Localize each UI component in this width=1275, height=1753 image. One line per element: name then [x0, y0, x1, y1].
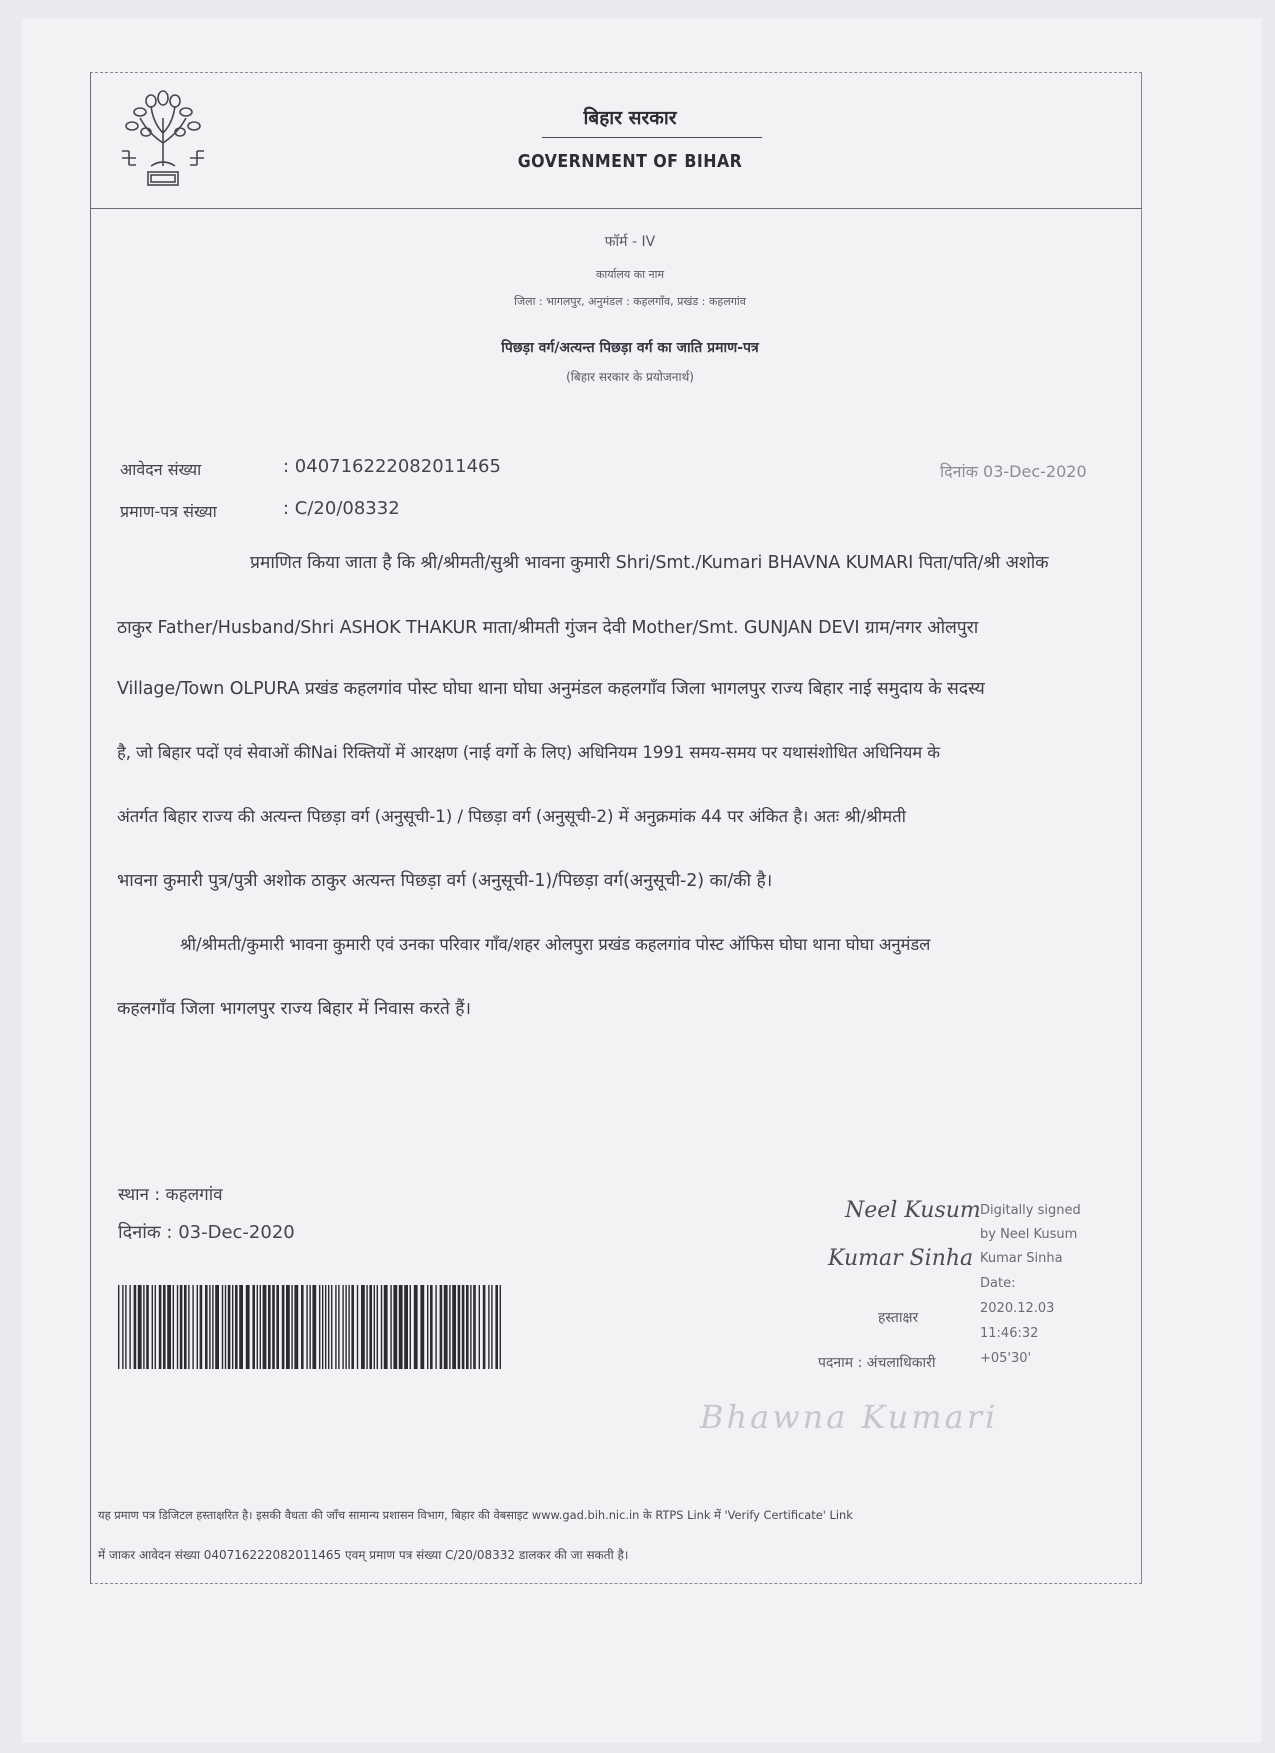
barcode-bar [125, 1285, 126, 1369]
district-line: जिला : भागलपुर, अनुमंडल : कहलगाँव, प्रखंड : कहलगांव [514, 295, 746, 308]
body-line-7: श्री/श्रीमती/कुमारी भावना कुमारी एवं उनका परिवार गाँव/शहर ओलपुरा प्रखंड कहलगांव पोस्ट ऑफिस घोघा थाना घोघा अनुमंडल [180, 935, 931, 954]
digital-sign-text-2: by Neel Kusum [980, 1227, 1078, 1242]
barcode-bar [325, 1285, 326, 1369]
barcode-bar [286, 1285, 290, 1369]
body-line-8: कहलगाँव जिला भागलपुर राज्य बिहार में निवास करते हैं। [117, 999, 471, 1019]
application-number-label: आवेदन संख्या [120, 460, 202, 479]
signature-label: हस्ताक्षर [878, 1310, 919, 1326]
barcode-bar [345, 1285, 346, 1369]
body-line-1: प्रमाणित किया जाता है कि श्री/श्रीमती/सुश्री भावना कुमारी Shri/Smt./Kumari BHAVNA KUMARI पिता/पति/श्री अशोक [250, 553, 1049, 573]
body-line-6: भावना कुमारी पुत्र/पुत्री अशोक ठाकुर अत्यन्त पिछड़ा वर्ग (अनुसूची-1)/पिछड़ा वर्ग(अनुसूची-2) का/की है। [117, 871, 773, 891]
barcode-bar [319, 1285, 320, 1369]
barcode-bar [301, 1285, 304, 1369]
barcode-bar [470, 1285, 471, 1369]
barcode-bar [309, 1285, 310, 1369]
barcode-bar [404, 1285, 408, 1369]
digital-sign-text-1: Digitally signed [980, 1203, 1081, 1218]
body-line-5: अंतर्गत बिहार राज्य की अत्यन्त पिछड़ा वर्ग (अनुसूची-1) / पिछड़ा वर्ग (अनुसूची-2) में अनुक्रमांक 44 पर अंकित है। अतः श्री/श्रीमती [117, 806, 906, 826]
barcode-bar [118, 1285, 119, 1369]
barcode-bar [232, 1285, 233, 1369]
barcode-bar [444, 1285, 448, 1369]
barcode [118, 1285, 504, 1369]
barcode-bar [122, 1285, 123, 1369]
barcode-bar [420, 1285, 424, 1369]
barcode-bar [357, 1285, 358, 1369]
barcode-bar [197, 1285, 198, 1369]
barcode-bar [483, 1285, 486, 1369]
barcode-bar [331, 1285, 332, 1369]
digital-sign-text-6: 11:46:32 [980, 1326, 1039, 1341]
barcode-bar [173, 1285, 174, 1369]
barcode-bar [155, 1285, 156, 1369]
header-divider [90, 208, 1142, 209]
barcode-bar [427, 1285, 428, 1369]
barcode-bar [146, 1285, 149, 1369]
barcode-bar [473, 1285, 476, 1369]
place-of-issue: स्थान : कहलगांव [118, 1185, 223, 1205]
barcode-bar [209, 1285, 210, 1369]
barcode-bar [399, 1285, 403, 1369]
certificate-number-value: : C/20/08332 [283, 498, 400, 519]
barcode-bar [188, 1285, 189, 1369]
barcode-bar [282, 1285, 285, 1369]
barcode-bar [390, 1285, 391, 1369]
digital-sign-text-4: Date: [980, 1276, 1016, 1291]
barcode-bar [246, 1285, 250, 1369]
barcode-bar [152, 1285, 153, 1369]
certificate-number-label: प्रमाण-पत्र संख्या [120, 502, 217, 521]
bihar-emblem-icon [118, 88, 208, 200]
barcode-bar [393, 1285, 397, 1369]
barcode-bar [430, 1285, 433, 1369]
barcode-bar [351, 1285, 354, 1369]
barcode-bar [306, 1285, 307, 1369]
barcode-bar [462, 1285, 465, 1369]
barcode-bar [212, 1285, 213, 1369]
barcode-bar [479, 1285, 480, 1369]
barcode-bar [414, 1285, 418, 1369]
barcode-bar [134, 1285, 137, 1369]
barcode-bar [495, 1285, 498, 1369]
barcode-bar [180, 1285, 183, 1369]
issue-date: दिनांक 03-Dec-2020 [940, 462, 1087, 481]
barcode-bar [268, 1285, 271, 1369]
barcode-bar [435, 1285, 436, 1369]
handwritten-stamp: Bhawna Kumari [700, 1398, 999, 1436]
barcode-bar [410, 1285, 411, 1369]
barcode-bar [235, 1285, 238, 1369]
barcode-bar [252, 1285, 255, 1369]
office-name: कार्यालय का नाम [595, 268, 665, 281]
application-number-value: : 040716222082011465 [283, 456, 501, 477]
barcode-bar [159, 1285, 162, 1369]
barcode-bar [163, 1285, 166, 1369]
certificate-title: पिछड़ा वर्ग/अत्यन्त पिछड़ा वर्ग का जाति प्रमाण-पत्र [501, 340, 759, 356]
barcode-bar [440, 1285, 443, 1369]
barcode-bar [322, 1285, 323, 1369]
barcode-bar [452, 1285, 456, 1369]
barcode-bar [222, 1285, 223, 1369]
digital-sign-text-3: Kumar Sinha [980, 1251, 1063, 1266]
signer-name-line-2: Kumar Sinha [828, 1246, 974, 1271]
barcode-bar [500, 1285, 501, 1369]
digital-sign-text-5: 2020.12.03 [980, 1301, 1055, 1316]
barcode-bar [257, 1285, 258, 1369]
barcode-bar [167, 1285, 171, 1369]
barcode-bar [328, 1285, 329, 1369]
form-number: फॉर्म - IV [604, 234, 656, 250]
digital-sign-text-7: +05'30' [980, 1351, 1032, 1366]
barcode-bar [263, 1285, 267, 1369]
footer-line-2: में जाकर आवेदन संख्या 040716222082011465 एवम् प्रमाण पत्र संख्या C/20/08332 डालकर की जा सकती है। [98, 1548, 629, 1562]
barcode-bar [384, 1285, 388, 1369]
barcode-bar [294, 1285, 298, 1369]
body-line-2: ठाकुर Father/Husband/Shri ASHOK THAKUR माता/श्रीमती गुंजन देवी Mother/Smt. GUNJAN DEVI ग्राम/नगर ओलपुरा [117, 618, 979, 638]
barcode-bar [138, 1285, 142, 1369]
barcode-bar [200, 1285, 203, 1369]
barcode-bar [338, 1285, 339, 1369]
barcode-bar [348, 1285, 349, 1369]
barcode-bar [272, 1285, 275, 1369]
barcode-bar [342, 1285, 343, 1369]
barcode-bar [225, 1285, 226, 1369]
barcode-bar [449, 1285, 450, 1369]
barcode-bar [377, 1285, 378, 1369]
barcode-bar [374, 1285, 375, 1369]
footer-line-1: यह प्रमाण पत्र डिजिटल हस्ताक्षरित है। इसकी वैधता की जाँच सामान्य प्रशासन विभाग, बिहार की वेबसाइट www.gad.bih.nic.in के RTPS Link में 'Verify Certificate' Link [98, 1508, 853, 1522]
barcode-bar [335, 1285, 336, 1369]
barcode-bar [239, 1285, 243, 1369]
title-underline [542, 137, 762, 138]
barcode-bar [192, 1285, 193, 1369]
signer-name-line-1: Neel Kusum [845, 1198, 981, 1223]
barcode-bar [466, 1285, 469, 1369]
barcode-bar [312, 1285, 316, 1369]
body-line-3: Village/Town OLPURA प्रखंड कहलगांव पोस्ट घोघा थाना घोघा अनुमंडल कहलगाँव जिला भागलपुर राज्य बिहार नाई समुदाय के सदस्य [117, 679, 985, 699]
barcode-bar [369, 1285, 372, 1369]
barcode-bar [205, 1285, 208, 1369]
barcode-bar [291, 1285, 292, 1369]
barcode-bar [491, 1285, 492, 1369]
barcode-bar [276, 1285, 279, 1369]
barcode-bar [184, 1285, 187, 1369]
barcode-bar [215, 1285, 219, 1369]
header-title-english: GOVERNMENT OF BIHAR [517, 151, 743, 172]
barcode-bar [143, 1285, 144, 1369]
barcode-bar [228, 1285, 231, 1369]
designation: पदनाम : अंचलाधिकारी [818, 1355, 936, 1371]
barcode-bar [458, 1285, 461, 1369]
body-line-4: है, जो बिहार पदों एवं सेवाओं कीNai रिक्तियों में आरक्षण (नाई वर्गो के लिए) अधिनियम 1991 समय-समय पर यथासंशोधित अधिनियम के [117, 743, 940, 762]
barcode-bar [177, 1285, 178, 1369]
barcode-bar [381, 1285, 382, 1369]
barcode-bar [361, 1285, 365, 1369]
header-title-hindi: बिहार सरकार [583, 107, 677, 129]
barcode-bar [129, 1285, 130, 1369]
signature-date: दिनांक : 03-Dec-2020 [118, 1222, 295, 1243]
barcode-bar [488, 1285, 489, 1369]
certificate-subtitle: (बिहार सरकार के प्रयोजनार्थ) [566, 370, 694, 384]
barcode-bar [260, 1285, 261, 1369]
barcode-bar [366, 1285, 367, 1369]
